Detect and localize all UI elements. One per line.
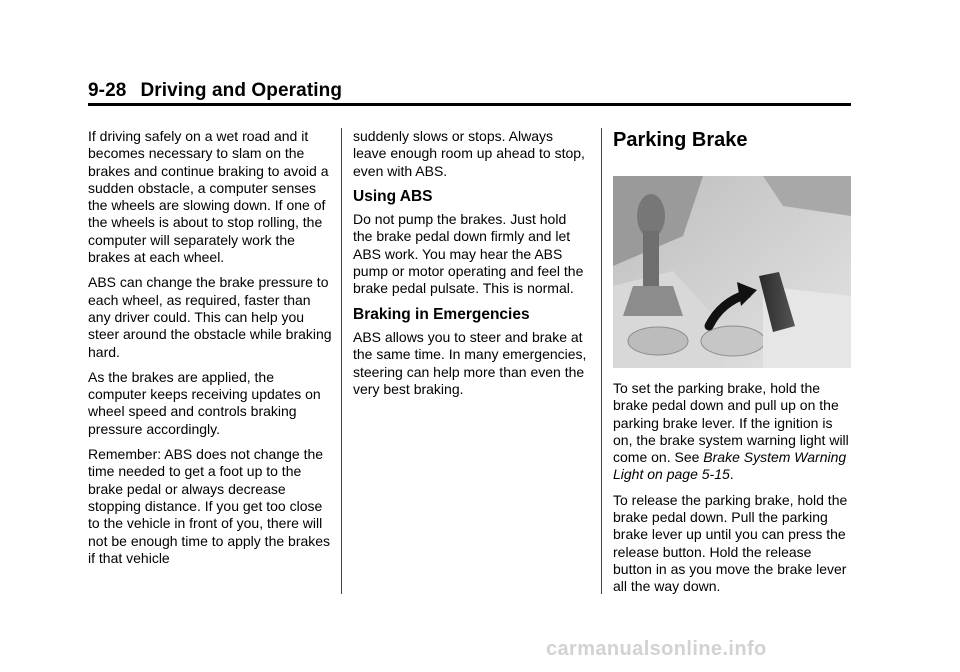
watermark: carmanualsonline.info <box>546 638 767 660</box>
paragraph: To release the parking brake, hold the brake pedal down. Pull the parking brake lever up until you can press the release button. Hold the release button in as you move the brake lever all the way down. <box>613 491 848 595</box>
paragraph: Remember: ABS does not change the time needed to get a foot up to the brake pedal or always decrease stopping distance. If you get too close to the vehicle in front of you, there will not be enough time to apply the brakes if that vehicle <box>88 446 331 566</box>
column-divider <box>341 128 342 594</box>
heading-using-abs: Using ABS <box>353 187 433 205</box>
paragraph: suddenly slows or stops. Always leave enough room up ahead to stop, even with ABS. <box>353 128 585 179</box>
paragraph: If driving safely on a wet road and it becomes necessary to slam on the brakes and continue braking to avoid a sudden obstacle, a computer senses the wheels are slowing down. If one of the wheels is about to stop rolling, the computer will separately work the brakes at each wheel. <box>88 128 329 266</box>
column-3 <box>613 128 853 604</box>
paragraph-text: To set the parking brake, hold the brake pedal down and pull up on the parking brake lever. If the ignition is on, the brake system warning light will come on. See <box>613 380 849 466</box>
parking-brake-photo <box>613 176 851 368</box>
paragraph <box>613 380 853 484</box>
paragraph: Do not pump the brakes. Just hold the brake pedal down firmly and let ABS work. You may hear the ABS pump or motor operating and feel the brake pedal pulsate. This is normal. <box>353 211 584 297</box>
column-divider <box>601 128 602 594</box>
heading-braking-emergencies: Braking in Emergencies <box>353 305 530 323</box>
page-number: 9-28 <box>88 80 127 101</box>
heading-parking-brake: Parking Brake <box>613 129 748 151</box>
page-header <box>88 80 342 102</box>
paragraph: As the brakes are applied, the computer keeps receiving updates on wheel speed and controls braking pressure accordingly. <box>88 368 321 437</box>
cross-reference-link[interactable]: Brake System Warning Light on page 5-15 <box>613 449 847 483</box>
column-2 <box>353 128 588 406</box>
header-rule <box>88 103 851 106</box>
paragraph: ABS can change the brake pressure to each wheel, as required, faster than any driver could. This can help you steer around the obstacle while braking hard. <box>88 274 332 360</box>
column-1 <box>88 128 333 575</box>
paragraph-end: . <box>729 466 734 483</box>
section-title: Driving and Operating <box>140 80 343 101</box>
paragraph: ABS allows you to steer and brake at the same time. In many emergencies, steering can help more than even the very best braking. <box>353 328 587 397</box>
